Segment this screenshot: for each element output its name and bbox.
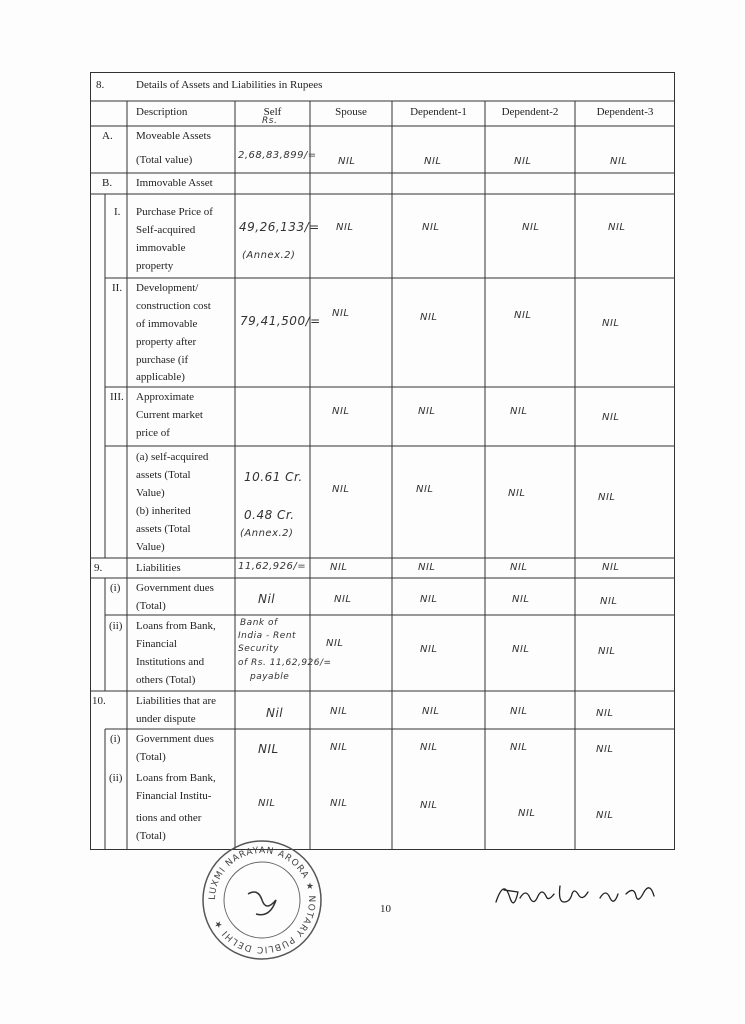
header-self: Self (263, 106, 282, 118)
development-line-4: property after (136, 336, 197, 348)
moveable-dep1-value: NIL (424, 156, 442, 167)
liab-loans-line-3: Institutions and (136, 656, 205, 668)
purchase-num: I. (114, 206, 121, 218)
liabilities-self-value: 11,62,926/= (238, 561, 307, 572)
svg-text:LUXMI NARAYAN ARORA ★ NOTARY P: LUXMI NARAYAN ARORA ★ NOTARY PUBLIC DELHI ★ (207, 845, 317, 955)
development-dep3-value: NIL (602, 318, 620, 329)
purchase-line-1: Purchase Price of (136, 206, 213, 218)
liab-gov-num: (i) (110, 582, 121, 594)
development-dep1-value: NIL (420, 312, 438, 323)
liab-gov-self-value: Nil (258, 592, 276, 606)
moveable-spouse-value: NIL (338, 156, 356, 167)
liab-loans-num: (ii) (109, 620, 123, 632)
dispute-loans-dep2-value: NIL (518, 808, 536, 819)
dispute-gov-spouse-value: NIL (330, 742, 348, 753)
valuation-dep1-value: NIL (416, 484, 434, 495)
liab-loans-self-line-5: payable (250, 672, 290, 682)
valuation-dep2-value: NIL (508, 488, 526, 499)
market-spouse-value: NIL (332, 406, 350, 417)
dispute-loans-num: (ii) (109, 772, 123, 784)
valuation-line-1: (a) self-acquired (136, 451, 209, 463)
liab-gov-dep3-value: NIL (600, 596, 618, 607)
purchase-dep2-value: NIL (522, 222, 540, 233)
row-label-a: A. (102, 130, 113, 142)
liab-loans-line-1: Loans from Bank, (136, 620, 216, 632)
dispute-dep2-value: NIL (510, 706, 528, 717)
dispute-loans-spouse-value: NIL (330, 798, 348, 809)
development-line-5: purchase (if (136, 354, 189, 366)
moveable-dep2-value: NIL (514, 156, 532, 167)
dispute-loans-line-4: (Total) (136, 830, 166, 842)
liab-loans-line-2: Financial (136, 638, 177, 650)
header-description: Description (136, 106, 188, 118)
signature (490, 872, 660, 922)
development-dep2-value: NIL (514, 310, 532, 321)
liab-loans-self-line-1: Bank of (240, 618, 278, 628)
dispute-dep3-value: NIL (596, 708, 614, 719)
section10-number: 10. (92, 695, 106, 707)
dispute-loans-line-1: Loans from Bank, (136, 772, 216, 784)
dispute-gov-dep1-value: NIL (420, 742, 438, 753)
valuation-line-5: assets (Total (136, 523, 191, 535)
dispute-self-value: Nil (266, 706, 284, 720)
liab-gov-spouse-value: NIL (334, 594, 352, 605)
section-number: 8. (96, 79, 105, 91)
purchase-spouse-value: NIL (336, 222, 354, 233)
development-line-3: of immovable (136, 318, 198, 330)
purchase-dep1-value: NIL (422, 222, 440, 233)
row-label-b: B. (102, 177, 113, 189)
purchase-self-value: 49,26,133/= (239, 220, 320, 234)
dispute-loans-line-3: tions and other (136, 812, 202, 824)
valuation-line-4: (b) inherited (136, 505, 191, 517)
market-num: III. (110, 391, 124, 403)
liab-loans-self-line-2: India - Rent (238, 631, 297, 641)
header-spouse: Spouse (335, 106, 367, 118)
dispute-loans-dep3-value: NIL (596, 810, 614, 821)
liabilities-dep1-value: NIL (418, 562, 436, 573)
market-dep2-value: NIL (510, 406, 528, 417)
dispute-gov-dep3-value: NIL (596, 744, 614, 755)
immovable-asset-title: Immovable Asset (136, 177, 213, 189)
moveable-dep3-value: NIL (610, 156, 628, 167)
valuation-inherited: 0.48 Cr. (244, 508, 295, 522)
valuation-self-acquired: 10.61 Cr. (244, 470, 303, 484)
liab-loans-self-line-3: Security (238, 644, 279, 654)
liab-loans-self-line-4: of Rs. 11,62,926/= (238, 658, 332, 668)
liab-loans-dep1-value: NIL (420, 644, 438, 655)
market-line-2: Current market (136, 409, 203, 421)
liab-gov-dep2-value: NIL (512, 594, 530, 605)
dispute-line-2: under dispute (136, 713, 196, 725)
valuation-spouse-value: NIL (332, 484, 350, 495)
liab-gov-line-1: Government dues (136, 582, 214, 594)
header-dependent-1: Dependent-1 (410, 106, 467, 118)
header-dependent-3: Dependent-3 (596, 106, 654, 118)
dispute-loans-line-2: Financial Institu- (136, 790, 212, 802)
valuation-line-2: assets (Total (136, 469, 191, 481)
page-number: 10 (380, 903, 391, 915)
section9-number: 9. (94, 562, 103, 574)
development-line-2: construction cost (136, 300, 211, 312)
development-num: II. (112, 282, 123, 294)
purchase-line-3: immovable (136, 242, 186, 254)
liab-loans-spouse-value: NIL (326, 638, 344, 649)
dispute-gov-self-value: NIL (258, 742, 279, 756)
liab-loans-dep2-value: NIL (512, 644, 530, 655)
assets-liabilities-table (90, 72, 675, 850)
dispute-gov-line-2: (Total) (136, 751, 166, 763)
valuation-line-3: Value) (136, 487, 165, 499)
market-line-1: Approximate (136, 391, 195, 403)
market-dep3-value: NIL (602, 412, 620, 423)
liab-gov-dep1-value: NIL (420, 594, 438, 605)
valuation-dep3-value: NIL (598, 492, 616, 503)
section-title: Details of Assets and Liabilities in Rupees (136, 79, 323, 91)
purchase-self-annex: (Annex.2) (242, 250, 296, 261)
header-self-note: Rs. (262, 116, 278, 126)
moveable-assets-label: Moveable Assets (136, 130, 211, 142)
liab-gov-line-2: (Total) (136, 600, 166, 612)
liab-loans-line-4: others (Total) (136, 674, 196, 686)
market-dep1-value: NIL (418, 406, 436, 417)
header-dependent-2: Dependent-2 (501, 106, 559, 118)
notary-stamp (200, 838, 324, 962)
dispute-loans-self-value: NIL (258, 798, 276, 809)
dispute-gov-num: (i) (110, 733, 121, 745)
purchase-line-4: property (136, 260, 174, 272)
dispute-gov-dep2-value: NIL (510, 742, 528, 753)
dispute-spouse-value: NIL (330, 706, 348, 717)
development-line-1: Development/ (136, 282, 199, 294)
liabilities-dep3-value: NIL (602, 562, 620, 573)
development-spouse-value: NIL (332, 308, 350, 319)
market-line-3: price of (136, 427, 170, 439)
development-line-6: applicable) (136, 371, 185, 383)
dispute-dep1-value: NIL (422, 706, 440, 717)
dispute-loans-dep1-value: NIL (420, 800, 438, 811)
moveable-self-value: 2,68,83,899/= (238, 150, 317, 161)
valuation-line-6: Value) (136, 541, 165, 553)
purchase-line-2: Self-acquired (136, 224, 196, 236)
liabilities-dep2-value: NIL (510, 562, 528, 573)
valuation-annex: (Annex.2) (240, 528, 294, 539)
dispute-line-1: Liabilities that are (136, 695, 217, 707)
moveable-total-label: (Total value) (136, 154, 193, 166)
liab-loans-dep3-value: NIL (598, 646, 616, 657)
section9-title: Liabilities (136, 562, 181, 574)
development-self-value: 79,41,500/= (240, 314, 321, 328)
liabilities-spouse-value: NIL (330, 562, 348, 573)
purchase-dep3-value: NIL (608, 222, 626, 233)
dispute-gov-line-1: Government dues (136, 733, 214, 745)
